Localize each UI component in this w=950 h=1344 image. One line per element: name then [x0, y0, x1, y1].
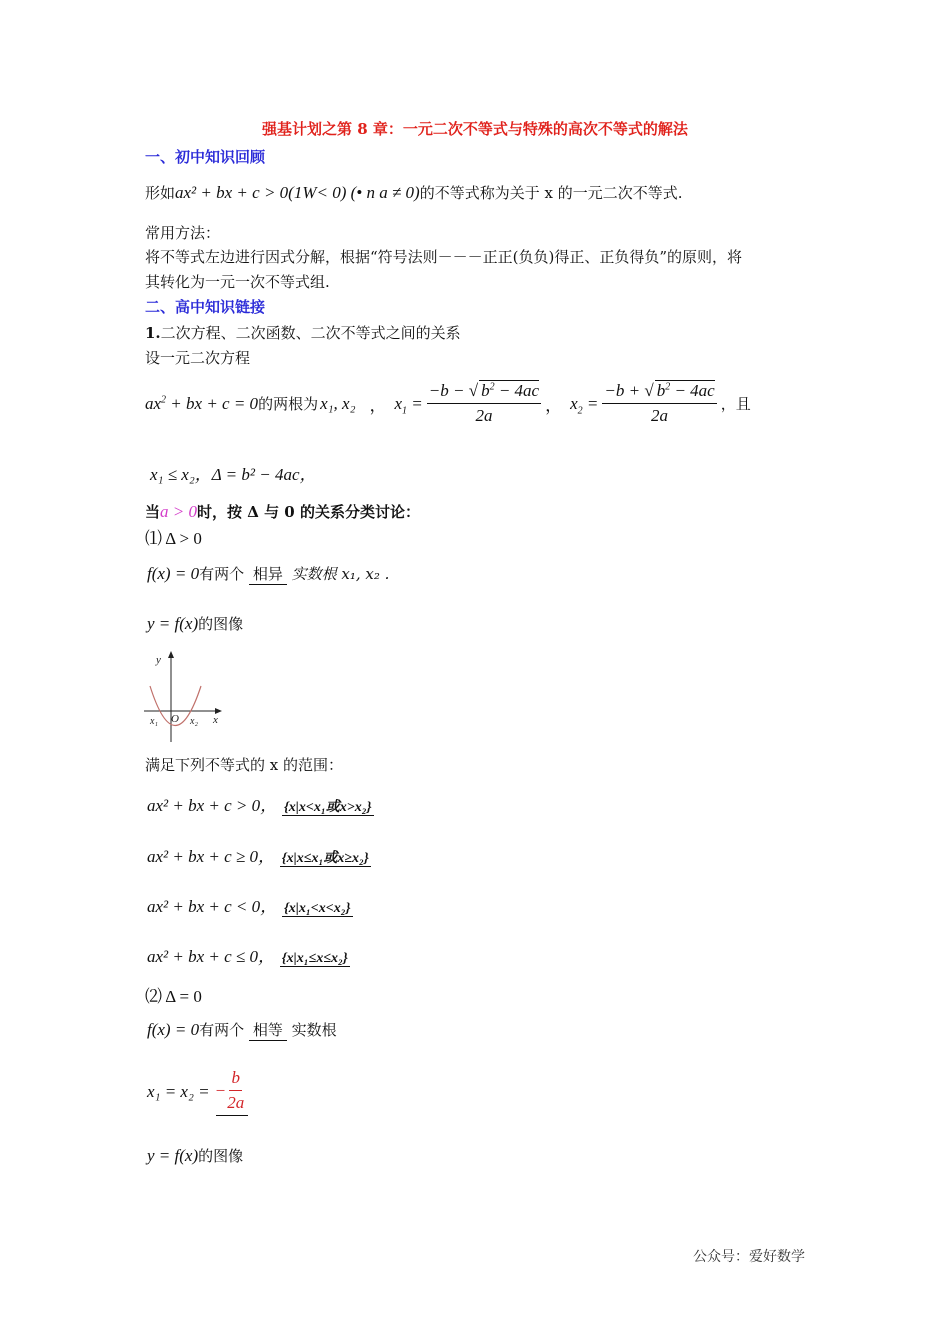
- when-prefix: 当: [145, 503, 161, 521]
- quadratic-roots-formula: $ax^2$ + bx + c = 0 的两根为 x₁, x₂ ， $x_1$ = $\frac{-b - √ b^2 - 4ac}{2a}$ ， $x_2$ = $\frac{-b + √ b^2 - 4ac}{2a}$ ，且: [145, 381, 751, 425]
- definition-expression: ax² + bx + c > 0(1W< 0) (• n a ≠ 0): [175, 183, 420, 202]
- inequality-row: [147, 892, 353, 917]
- graph-caption-text: 的图像: [198, 1147, 244, 1165]
- case-2-statement: [147, 1019, 337, 1041]
- subsection-number: 1.: [145, 324, 161, 342]
- definition-suffix: 的不等式称为关于 x 的一元二次不等式.: [419, 184, 683, 202]
- when-condition: a > 0: [160, 502, 197, 521]
- document-title: 强基计划之第 8 章：一元二次不等式与特殊的高次不等式的解法: [262, 120, 688, 138]
- inequality-lhs: ax² + bx + c > 0，: [147, 796, 278, 815]
- graph-caption-text: 的图像: [198, 615, 244, 633]
- inequality-lhs: ax² + bx + c ≤ 0，: [147, 947, 276, 966]
- equation-intro: 设一元二次方程: [145, 349, 251, 367]
- methods-label: 常用方法：: [145, 224, 221, 242]
- inequality-lhs: ax² + bx + c ≥ 0，: [147, 847, 276, 866]
- yfx-expression: y = f(x): [147, 1146, 199, 1165]
- roots-text: 的两根为: [258, 397, 319, 413]
- case-intro: [145, 501, 420, 522]
- methods-text-line-1: 将不等式左边进行因式分解，根据“符号法则－－－正正(负负)得正、正负得负”的原则，将: [145, 248, 743, 266]
- double-root-formula: x₁ = x₂ = − $\frac{b}{2a}$: [147, 1068, 248, 1116]
- case-1-statement: [147, 563, 389, 585]
- inequality-answer: {x|x₁<x<x₂}: [283, 901, 351, 916]
- graph-origin-label: O: [171, 713, 179, 725]
- section-heading-2: 二、高中知识链接: [145, 298, 266, 316]
- range-intro: 满足下列不等式的 x 的范围：: [145, 756, 343, 774]
- inequality-lhs: ax² + bx + c < 0，: [147, 897, 278, 916]
- graph-caption-2: [147, 1145, 243, 1166]
- case-1-tail: 实数根 x₁, x₂ .: [291, 565, 390, 583]
- section-heading-1: 一、初中知识回顾: [145, 148, 266, 166]
- graph-x2-label: x₂: [190, 716, 198, 727]
- case-1-heading: ⑴ Δ > 0: [145, 529, 202, 548]
- footer-account: 公众号：爱好数学: [693, 1249, 805, 1265]
- case-2-tail: 实数根: [291, 1021, 337, 1039]
- inequality-answer: {x|x₁≤x≤x₂}: [281, 951, 348, 966]
- subsection-heading: [145, 322, 461, 343]
- and-text: ，且: [720, 397, 751, 413]
- graph-x1-label: x₁: [150, 716, 158, 727]
- graph-x-label: x: [213, 714, 218, 726]
- fx-equation: f(x) = 0: [147, 564, 200, 583]
- inequality-row: [147, 942, 350, 967]
- case-1-blank: 相异: [249, 565, 287, 585]
- fx-equation: f(x) = 0: [147, 1020, 200, 1039]
- subsection-text: 二次方程、二次函数、二次不等式之间的关系: [160, 324, 461, 342]
- graph-caption-1: [147, 613, 243, 634]
- parabola-graph: [144, 650, 224, 745]
- double-root-lhs: x₁ = x₂ =: [147, 1082, 210, 1101]
- delta-line: x₁ ≤ x₂，Δ = b² − 4ac，: [150, 465, 317, 484]
- graph-y-label: y: [156, 654, 161, 666]
- inequality-row: [147, 791, 374, 816]
- case-2-blank: 相等: [249, 1021, 287, 1041]
- methods-text-line-2: 其转化为一元一次不等式组.: [145, 273, 330, 291]
- root-1-fraction: $\frac{-b - √ b^2 - 4ac}{2a}$: [428, 381, 540, 425]
- inequality-answer: {x|x≤x₁或x≥x₂}: [281, 851, 369, 866]
- inequality-answer: {x|x<x₁或x>x₂}: [283, 800, 372, 815]
- definition-paragraph: [145, 182, 683, 203]
- inequality-row: [147, 842, 371, 867]
- roots-vars: x₁, x₂: [320, 393, 356, 413]
- definition-prefix: 形如: [145, 184, 176, 202]
- case-2-has: 有两个: [199, 1021, 245, 1039]
- root-2-fraction: $\frac{-b + √ b^2 - 4ac}{2a}$: [604, 381, 715, 425]
- when-suffix: 时，按 Δ 与 0 的关系分类讨论：: [197, 503, 420, 521]
- case-2-heading: ⑵ Δ = 0: [145, 987, 202, 1006]
- yfx-expression: y = f(x): [147, 614, 199, 633]
- case-1-has: 有两个: [199, 565, 245, 583]
